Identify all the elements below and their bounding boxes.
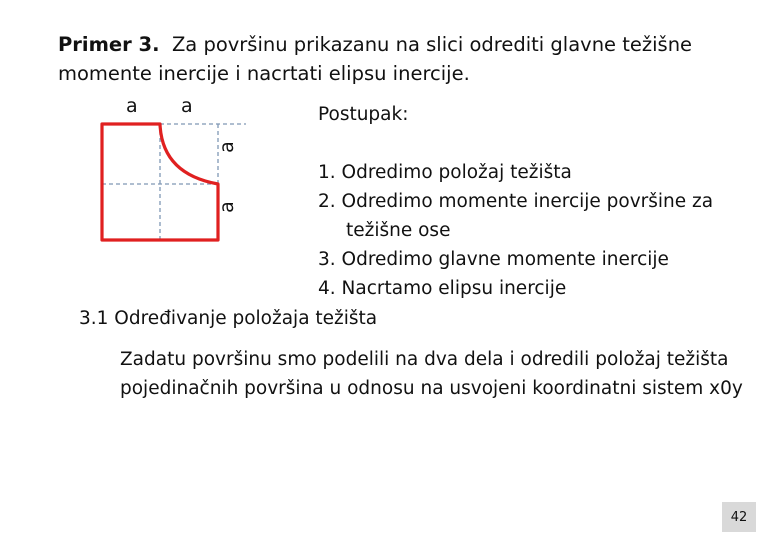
dimension-label-top-left: a xyxy=(126,95,138,117)
procedure-step-2-continued: težišne ose xyxy=(346,220,451,241)
procedure-block xyxy=(318,100,758,303)
dimension-label-top-right: a xyxy=(181,95,193,117)
title-text-2: momente inercije i nacrtati elipsu inercije. xyxy=(58,62,470,85)
procedure-step-1: 1. Odredimo položaj težišta xyxy=(318,162,572,183)
dimension-label-right-bottom: a xyxy=(215,201,238,213)
cross-section-figure xyxy=(96,112,256,252)
title-line-1 xyxy=(58,30,758,59)
title-text-1: Za površinu prikazanu na slici odrediti glavne težišne xyxy=(171,33,693,56)
dimension-label-right-top: a xyxy=(215,141,238,153)
explanation-paragraph: Zadatu površinu smo podelili na dva dela i odredili položaj težišta pojedinačnih površina u odnosu na usvojeni koordinatni sistem x0y xyxy=(120,349,743,399)
section-heading: 3.1 Određivanje položaja težišta xyxy=(79,308,378,329)
procedure-step-3: 3. Odredimo glavne momente inercije xyxy=(318,249,669,270)
procedure-step-2: 2. Odredimo momente inercije površine za xyxy=(318,191,714,212)
page-number: 42 xyxy=(722,502,756,532)
slide-title xyxy=(58,30,758,88)
procedure-heading: Postupak: xyxy=(318,104,409,125)
procedure-step-4: 4. Nacrtamo elipsu inercije xyxy=(318,278,567,299)
example-label: Primer 3. xyxy=(58,33,160,56)
